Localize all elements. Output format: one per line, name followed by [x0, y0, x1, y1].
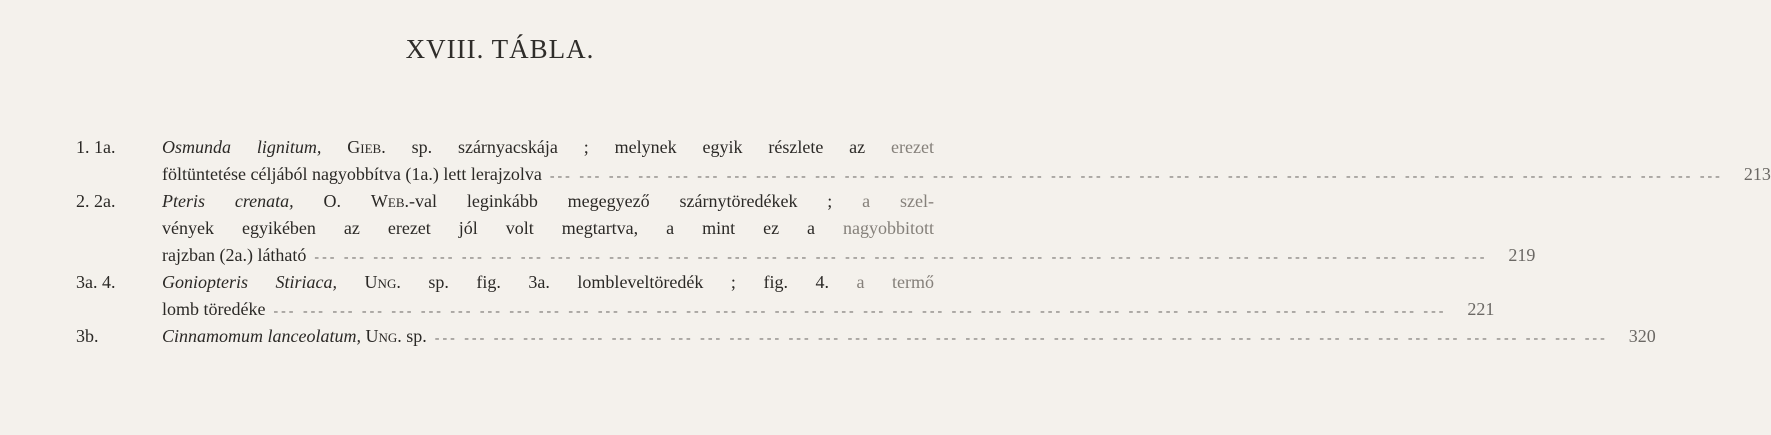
- entry-text: [162, 296, 1495, 325]
- entry-text-segment: sp. szárnyacskája ; melynek egyik részlete az: [385, 137, 892, 157]
- entry-line: [76, 242, 1536, 269]
- entry-text-segment: a termő: [856, 272, 935, 292]
- plate-title: XVIII. TÁBLA.: [405, 34, 595, 64]
- entry-line: [76, 161, 1771, 188]
- entry-text: [162, 323, 1656, 352]
- entry-text-content: [162, 188, 934, 215]
- entry-text-content: [162, 323, 427, 350]
- author-name: Ung.: [360, 326, 402, 346]
- entry-text-segment: -val leginkább megegyező szárnytöredékek ;: [409, 191, 863, 211]
- entry-text: [162, 215, 934, 242]
- entry-text-segment: rajzban (2a.) látható: [162, 245, 307, 265]
- entry-text-segment: a szel-: [862, 191, 934, 211]
- page-number: 219: [1508, 245, 1536, 265]
- entry-line: [76, 269, 934, 296]
- species-name: Goniopteris Stiriaca,: [162, 272, 338, 292]
- dot-leader: --- --- --- --- --- --- --- --- --- --- --- --- --- --- --- --- --- --- --- --- --- --- --- --- --- --- --- --- --- --- --- --- --- --- --- --- --- --- --- ---: [273, 304, 1447, 319]
- dot-leader: --- --- --- --- --- --- --- --- --- --- --- --- --- --- --- --- --- --- --- --- --- --- --- --- --- --- --- --- --- --- --- --- --- --- --- --- --- --- --- ---: [434, 331, 1608, 346]
- entry-line: [76, 188, 934, 215]
- author-name: Gieb.: [321, 137, 386, 157]
- page-number: 320: [1628, 326, 1656, 346]
- species-name: Osmunda lignitum,: [162, 137, 322, 157]
- entry-text-segment: erezet: [891, 137, 934, 157]
- entry-text-segment: föltüntetése céljából nagyobbítva (1a.) lett lerajzolva: [162, 164, 542, 184]
- dot-leader: --- --- --- --- --- --- --- --- --- --- --- --- --- --- --- --- --- --- --- --- --- --- --- --- --- --- --- --- --- --- --- --- --- --- --- --- --- --- --- ---: [549, 169, 1723, 184]
- species-name: Cinnamomum lanceolatum,: [162, 326, 361, 346]
- entry-text-segment: vények egyikében az erezet jól volt megtartva, a mint ez a: [162, 218, 843, 238]
- entry-text: [162, 161, 1771, 190]
- entry-text-content: [162, 269, 934, 296]
- page-number: 221: [1467, 299, 1495, 319]
- entry-number: 2. 2a.: [76, 191, 116, 211]
- author-name: Web.: [370, 191, 409, 211]
- entry-text-segment: lomb töredéke: [162, 299, 266, 319]
- entry-text-segment: O.: [293, 191, 371, 211]
- entry-text-segment: nagyobbitott: [843, 218, 934, 238]
- entry-text-content: [162, 242, 306, 269]
- entry-number: 1. 1a.: [76, 137, 116, 157]
- entry-line: [76, 323, 1656, 350]
- entry-text-segment: sp.: [401, 326, 427, 346]
- plate-entries-list: [76, 134, 1771, 350]
- author-name: Ung.: [337, 272, 401, 292]
- entry-text: [162, 242, 1536, 271]
- entry-text-content: [162, 161, 542, 188]
- entry-text: [162, 134, 934, 161]
- entry-text: [162, 188, 934, 215]
- entry-text: [162, 269, 934, 296]
- page-number: 213: [1743, 164, 1771, 184]
- species-name: Pteris crenata,: [162, 191, 294, 211]
- entry-text-segment: sp. fig. 3a. lombleveltöredék ; fig. 4.: [400, 272, 857, 292]
- entry-line: [76, 215, 934, 242]
- entry-text-content: [162, 134, 934, 161]
- entry-line: [76, 296, 1495, 323]
- entry-number: 3b.: [76, 326, 99, 346]
- dot-leader: --- --- --- --- --- --- --- --- --- --- --- --- --- --- --- --- --- --- --- --- --- --- --- --- --- --- --- --- --- --- --- --- --- --- --- --- --- --- --- ---: [314, 250, 1488, 265]
- entry-text-content: [162, 296, 265, 323]
- entry-number: 3a. 4.: [76, 272, 116, 292]
- entry-text-content: [162, 215, 934, 242]
- entry-line: [76, 134, 934, 161]
